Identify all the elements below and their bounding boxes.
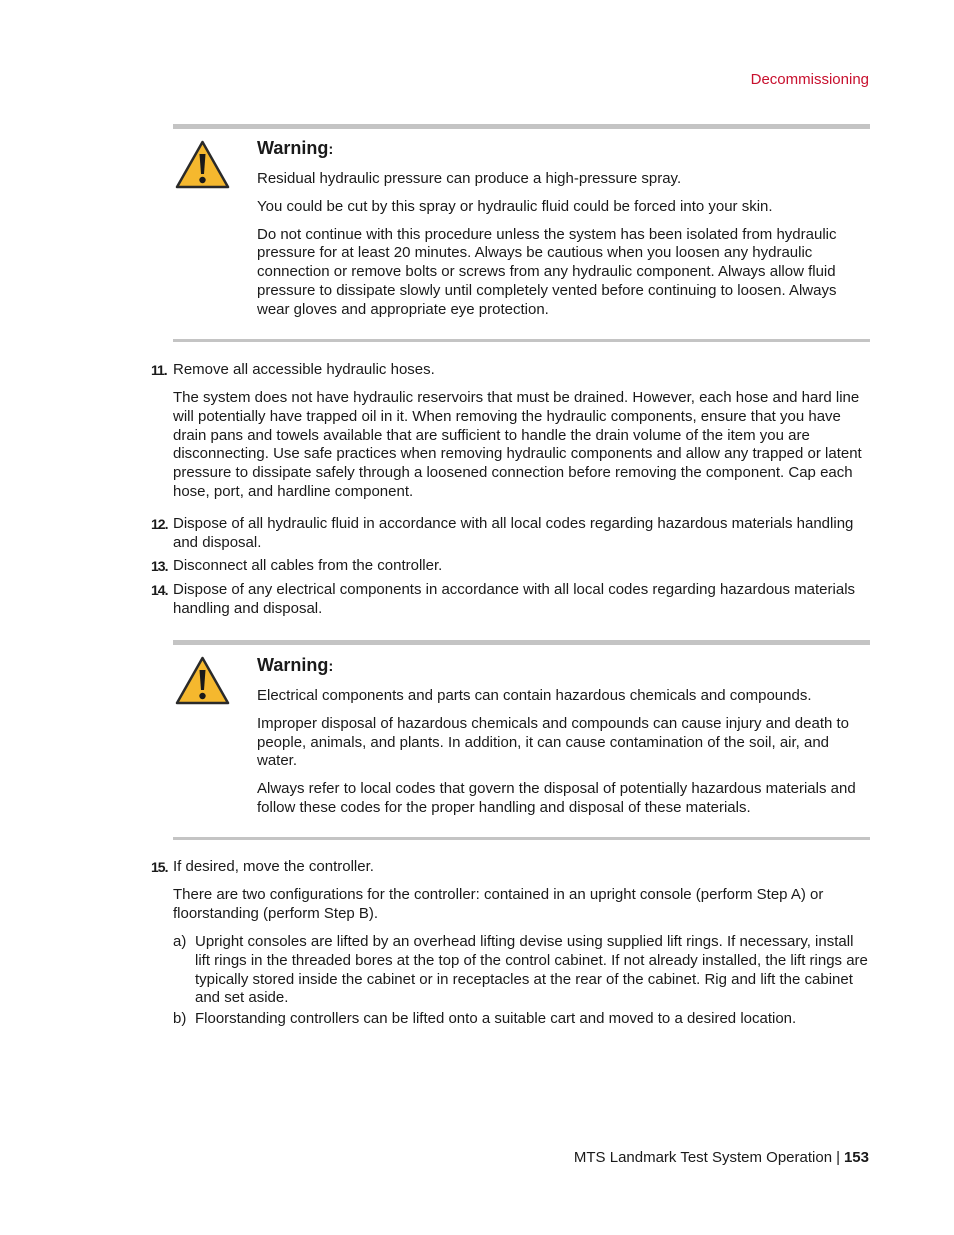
document-title: MTS Landmark Test System Operation xyxy=(573,1149,833,1166)
warning-paragraph: Electrical components and parts can contain hazardous chemicals and compounds. xyxy=(257,687,812,704)
step-11-detail: The system does not have hydraulic reservoirs that must be drained. However, each hose and hard line will potentially have trapped oil in it. When removing the hydraulic components, ensure that you have drain pans and towels available that are sufficient to handle the drain volume of the item you are disconnecting. Use safe practices when removing hydraulic components and allow any trapped or latent pressure to dissipate safely through a loosened connection before removing the component. Cap each hose, port, and hardline component. xyxy=(173,389,862,500)
step-text: Dispose of any electrical components in accordance with all local codes regarding hazardous materials handling and disposal. xyxy=(173,581,856,617)
warning-paragraph: Improper disposal of hazardous chemicals and compounds can cause injury and death to people, animals, and plants. In addition, it can cause contamination of the soil, air, and water. xyxy=(257,714,850,770)
step-number: 13. xyxy=(151,558,168,574)
warning-title: Warning: xyxy=(257,655,334,675)
step-text: Disconnect all cables from the controller. xyxy=(173,557,443,574)
hydraulic-warning-box xyxy=(173,124,870,342)
substep-text: Upright consoles are lifted by an overhead lifting devise using supplied lift rings. If necessary, install lift rings in the threaded bores at the top of the control cabinet. If not already installed, the lift rings are typically stored inside the cabinet or in receptacles at the rear of the cabinet. Rig and lift the cabinet and set aside. xyxy=(195,933,868,1007)
warning-paragraph: Residual hydraulic pressure can produce a high-pressure spray. xyxy=(257,170,682,187)
step-11 xyxy=(151,361,870,380)
step-number: 15. xyxy=(151,859,168,875)
running-footer xyxy=(574,1149,869,1168)
warning-triangle-icon xyxy=(174,655,231,707)
step-15 xyxy=(151,858,870,877)
warning-title: Warning: xyxy=(257,138,334,158)
running-header: Decommissioning xyxy=(750,71,869,88)
substep-label: a) xyxy=(173,933,187,950)
step-12 xyxy=(151,515,870,553)
step-number: 11. xyxy=(151,362,167,378)
warning-paragraph: Do not continue with this procedure unless the system has been isolated from hydraulic pressure for at least 20 minutes. Always be cautious when you loosen any hydraulic connection or remove bolts or screws from any hydraulic component. Always allow fluid pressure to dissipate slowly until completely vented before continuing to loosen. Always wear gloves and appropriate eye protection. xyxy=(257,225,837,318)
substep-b xyxy=(173,1010,870,1029)
warning-paragraph: Always refer to local codes that govern the disposal of potentially hazardous materials and follow these codes for the proper handling and disposal of these materials. xyxy=(257,780,856,816)
step-text: If desired, move the controller. xyxy=(173,858,374,875)
substep-a xyxy=(173,933,870,1008)
electrical-warning-box xyxy=(173,640,870,840)
warning-paragraph: You could be cut by this spray or hydraulic fluid could be forced into your skin. xyxy=(257,197,773,215)
substep-text: Floorstanding controllers can be lifted onto a suitable cart and moved to a desired location. xyxy=(195,1010,797,1027)
footer-separator: | xyxy=(836,1149,840,1166)
page-number: 153 xyxy=(843,1149,869,1166)
step-14 xyxy=(151,581,870,619)
warning-triangle-icon xyxy=(174,139,231,191)
step-number: 14. xyxy=(151,582,168,598)
step-text: Dispose of all hydraulic fluid in accordance with all local codes regarding hazardous materials handling and disposal. xyxy=(173,515,854,551)
substep-label: b) xyxy=(173,1010,187,1027)
step-number: 12. xyxy=(151,516,168,532)
step-text: Remove all accessible hydraulic hoses. xyxy=(173,361,435,378)
step-15-detail: There are two configurations for the controller: contained in an upright console (perform Step A) or floorstanding (perform Step B). xyxy=(173,886,824,922)
step-13 xyxy=(151,557,870,576)
